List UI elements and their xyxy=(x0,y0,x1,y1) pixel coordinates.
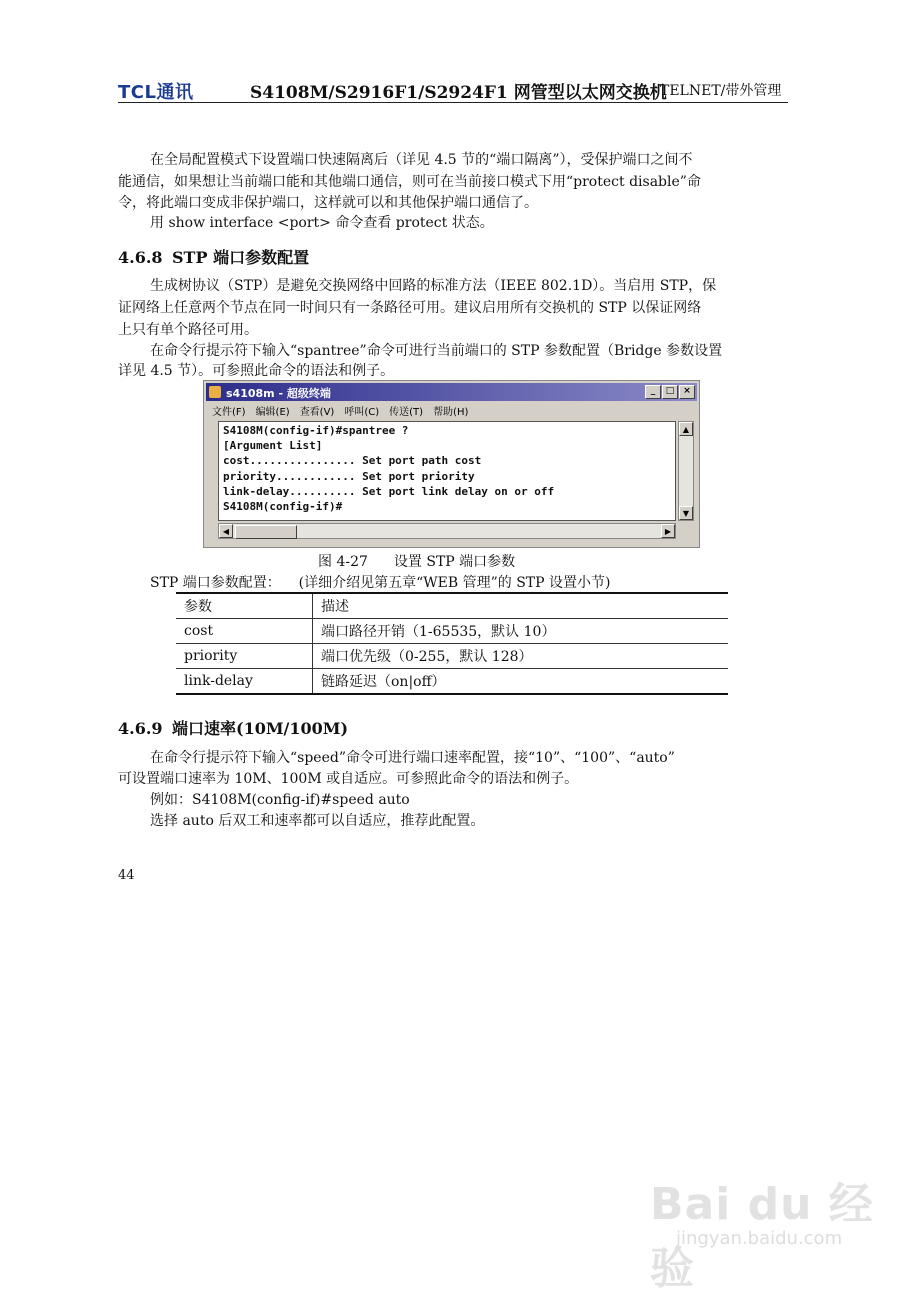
paragraph-line: 令，将此端口变成非保护端口，这样就可以和其他保护端口通信了。 xyxy=(118,195,538,211)
figure-number: 图 4-27 xyxy=(318,554,368,570)
menu-view[interactable]: 查看(V) xyxy=(299,407,335,418)
terminal-line: cost................ Set port path cost xyxy=(223,454,482,468)
terminal-line: link-delay.......... Set port link delay on or off xyxy=(223,484,555,498)
paragraph-line: 例如：S4108M(config-if)#speed auto xyxy=(150,792,410,808)
table-cell: priority xyxy=(176,644,313,669)
horizontal-scrollbar[interactable] xyxy=(218,523,676,539)
watermark-url: jingyan.baidu.com xyxy=(676,1228,843,1249)
section-heading-4-6-8 xyxy=(118,245,309,268)
vertical-scrollbar[interactable] xyxy=(678,421,694,521)
table-cell: cost xyxy=(176,619,313,644)
paragraph-line: 生成树协议（STP）是避免交换网络中回路的标准方法（IEEE 802.1D）。当启用 STP，保 xyxy=(150,278,717,294)
paragraph-line: 在命令行提示符下输入“speed”命令可进行端口速率配置，接“10”、“100”、“auto” xyxy=(150,750,675,766)
paragraph-line: 能通信，如果想让当前端口能和其他端口通信，则可在当前接口模式下用“protect disable”命 xyxy=(118,174,701,190)
table-intro-label: STP 端口参数配置： xyxy=(150,575,281,591)
maximize-button[interactable]: □ xyxy=(662,385,678,399)
paragraph-line: 可设置端口速率为 10M、100M 或自适应。可参照此命令的语法和例子。 xyxy=(118,771,579,787)
paragraph-line: 在全局配置模式下设置端口快速隔离后（详见 4.5 节的“端口隔离”），受保护端口之间不 xyxy=(150,152,693,168)
table-cell: 端口优先级（0-255，默认 128） xyxy=(313,644,729,669)
terminal-line: [Argument List] xyxy=(223,439,323,453)
figure-title: 设置 STP 端口参数 xyxy=(393,554,516,570)
minimize-button[interactable]: _ xyxy=(645,385,661,399)
close-button[interactable]: × xyxy=(679,385,695,399)
stp-param-table xyxy=(176,592,728,695)
terminal-titlebar[interactable] xyxy=(206,383,697,401)
table-intro xyxy=(150,572,610,592)
figure-caption xyxy=(318,551,515,571)
company-logo: TCL通讯 xyxy=(118,82,194,103)
section-heading-4-6-9 xyxy=(118,716,348,739)
watermark-brand: Bai du 经验 xyxy=(650,1179,874,1294)
section-title: STP 端口参数配置 xyxy=(172,248,310,267)
terminal-window xyxy=(203,380,700,548)
window-controls xyxy=(645,385,695,399)
section-number: 4.6.8 xyxy=(118,248,163,267)
scroll-down-icon[interactable]: ▼ xyxy=(679,506,693,520)
menu-edit[interactable]: 编辑(E) xyxy=(255,407,290,418)
header-title: S4108M/S2916F1/S2924F1 网管型以太网交换机 xyxy=(250,83,667,103)
menu-call[interactable]: 呼叫(C) xyxy=(344,407,380,418)
table-row xyxy=(176,619,728,644)
header-rule xyxy=(118,102,788,103)
table-cell: 链路延迟（on|off） xyxy=(313,669,729,695)
terminal-menubar xyxy=(212,403,468,418)
page-number: 44 xyxy=(118,868,135,883)
table-header: 描述 xyxy=(313,593,729,619)
terminal-line: S4108M(config-if)# xyxy=(223,500,343,514)
paragraph-line: 详见 4.5 节）。可参照此命令的语法和例子。 xyxy=(118,363,395,379)
terminal-line: S4108M(config-if)#spantree ? xyxy=(223,424,409,437)
paragraph-line: 上只有单个路径可用。 xyxy=(118,322,258,338)
header-section: TELNET/带外管理 xyxy=(660,83,782,99)
terminal-app-icon xyxy=(209,386,221,398)
section-title: 端口速率(10M/100M) xyxy=(172,719,349,738)
menu-transfer[interactable]: 传送(T) xyxy=(389,407,424,418)
scroll-right-icon[interactable]: ▶ xyxy=(661,524,675,538)
table-intro-note: (详细介绍见第五章“WEB 管理”的 STP 设置小节) xyxy=(298,575,611,591)
table-header: 参数 xyxy=(176,593,313,619)
scroll-thumb[interactable] xyxy=(235,525,297,539)
paragraph-line: 在命令行提示符下输入“spantree”命令可进行当前端口的 STP 参数配置（Bridge 参数设置 xyxy=(150,343,723,359)
terminal-line: priority............ Set port priority xyxy=(223,469,475,483)
section-number: 4.6.9 xyxy=(118,719,163,738)
paragraph-line: 证网络上任意两个节点在同一时间只有一条路径可用。建议启用所有交换机的 STP 以保证网络 xyxy=(118,300,702,316)
table-header-row xyxy=(176,593,728,619)
terminal-output[interactable] xyxy=(218,421,676,521)
table-row xyxy=(176,669,728,695)
paragraph-line: 选择 auto 后双工和速率都可以自适应，推荐此配置。 xyxy=(150,813,485,829)
table-row xyxy=(176,644,728,669)
scroll-left-icon[interactable]: ◀ xyxy=(219,524,233,538)
table-cell: 端口路径开销（1-65535，默认 10） xyxy=(313,619,729,644)
paragraph-line: 用 show interface <port> 命令查看 protect 状态。 xyxy=(150,215,494,231)
menu-file[interactable]: 文件(F) xyxy=(212,407,246,418)
table-cell: link-delay xyxy=(176,669,313,695)
menu-help[interactable]: 帮助(H) xyxy=(433,407,469,418)
terminal-title: s4108m - 超级终端 xyxy=(226,387,331,400)
scroll-up-icon[interactable]: ▲ xyxy=(679,422,693,436)
